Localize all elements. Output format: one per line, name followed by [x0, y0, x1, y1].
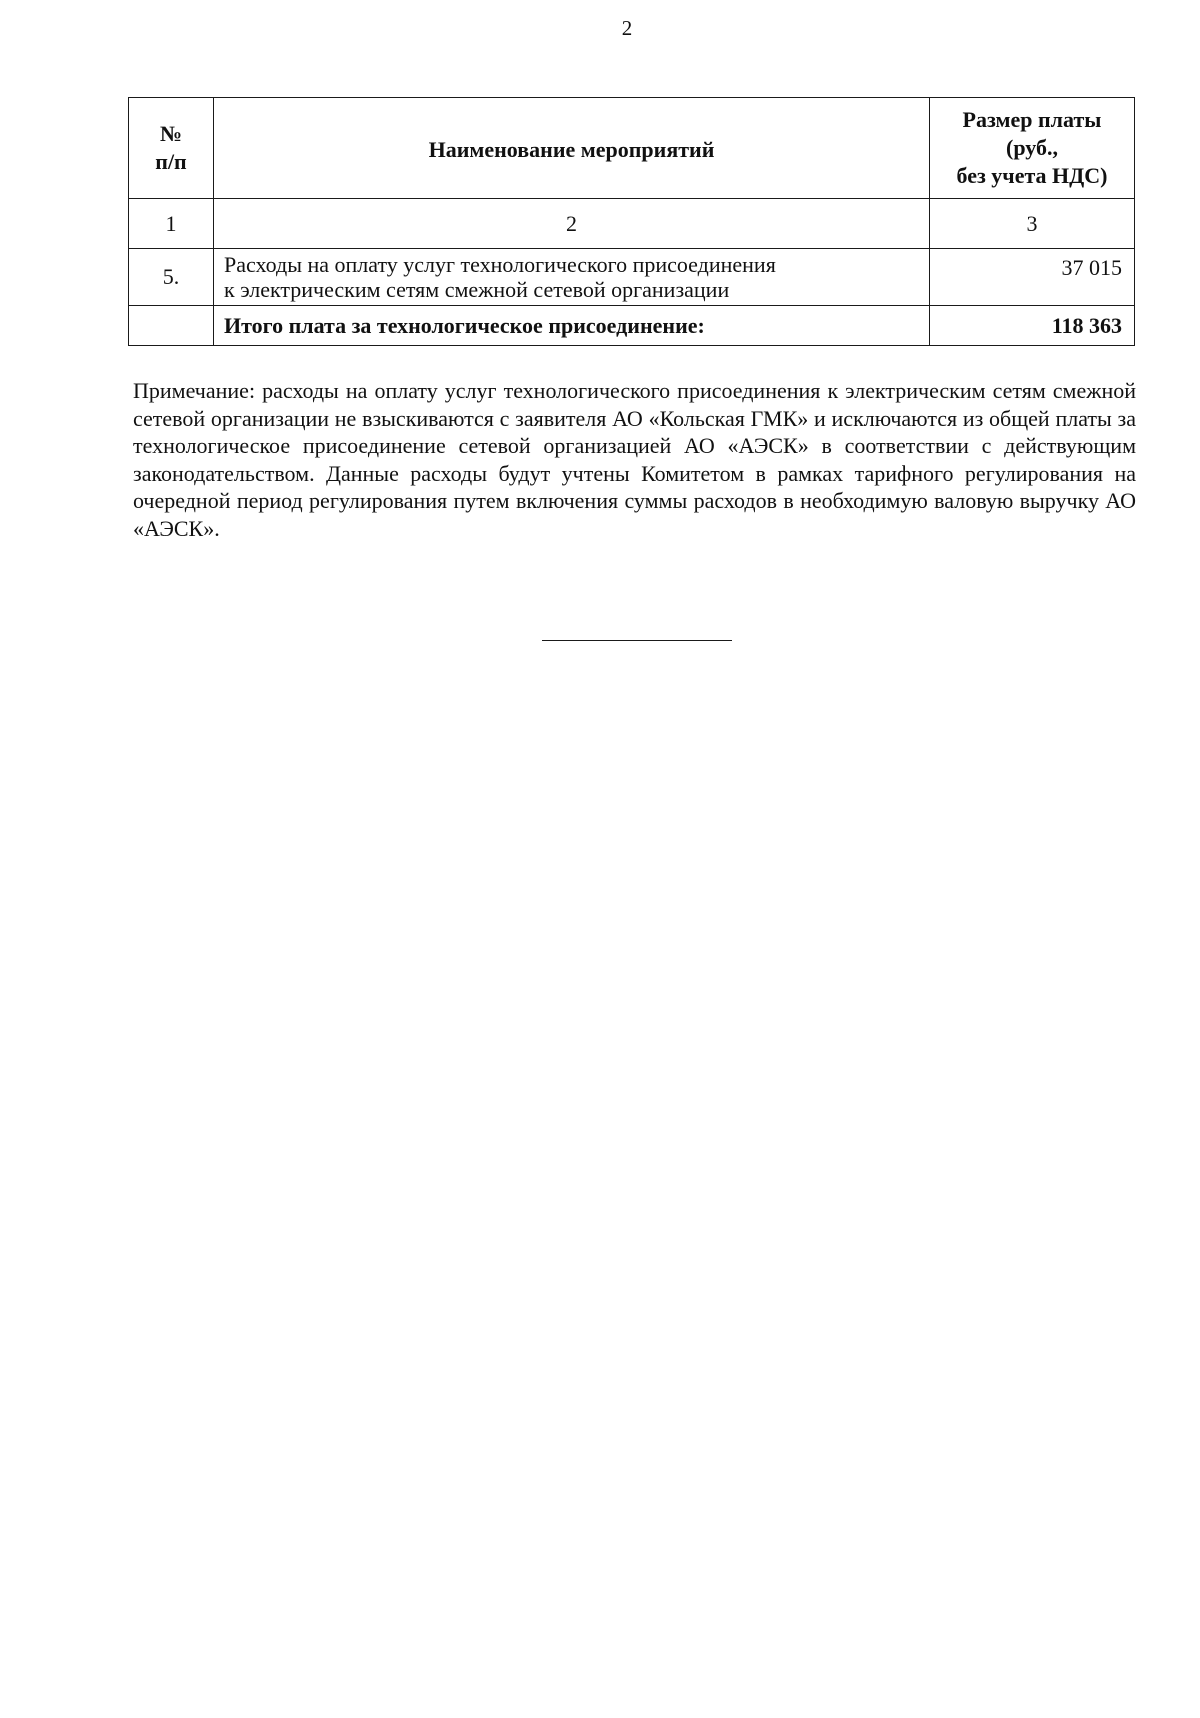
- note-paragraph: Примечание: расходы на оплату услуг технологического присоединения к электрическим сетям смежной сетевой организации не взыскиваются с заявителя АО «Кольская ГМК» и исключаются из общей платы за технологическое присоединение сетевой организацией АО «АЭСК» в соответствии с действующим законодательством. Данные расходы будут учтены Комитетом в рамках тарифного регулирования на очередной период регулирования путем включения суммы расходов в необходимую валовую выручку АО «АЭСК».: [133, 378, 1136, 541]
- end-divider: [542, 640, 732, 641]
- table-row: [129, 249, 1135, 306]
- header-name: Наименование мероприятий: [214, 98, 930, 199]
- header-num: [129, 98, 214, 199]
- total-row: [129, 306, 1135, 346]
- row-name-line: к электрическим сетям смежной сетевой организации: [224, 277, 730, 302]
- header-amount: [930, 98, 1135, 199]
- column-number: 3: [930, 199, 1135, 249]
- row-name: [214, 249, 930, 306]
- column-number: 1: [129, 199, 214, 249]
- column-number-row: [129, 199, 1135, 249]
- header-num-line: п/п: [155, 149, 187, 174]
- header-num-line: №: [159, 121, 183, 146]
- column-number: 2: [214, 199, 930, 249]
- header-amount-line: (руб.,: [1006, 135, 1058, 160]
- total-empty-cell: [129, 306, 214, 346]
- header-amount-line: Размер платы: [962, 107, 1102, 132]
- total-label: Итого плата за технологическое присоединение:: [214, 306, 930, 346]
- fee-table: [128, 97, 1135, 346]
- page-number: 2: [621, 16, 633, 40]
- row-name-line: Расходы на оплату услуг технологического присоединения: [224, 252, 776, 277]
- header-amount-line: без учета НДС): [956, 163, 1108, 188]
- table-header-row: [129, 98, 1135, 199]
- row-number: 5.: [129, 249, 214, 306]
- row-amount: 37 015: [930, 249, 1135, 306]
- total-amount: 118 363: [930, 306, 1135, 346]
